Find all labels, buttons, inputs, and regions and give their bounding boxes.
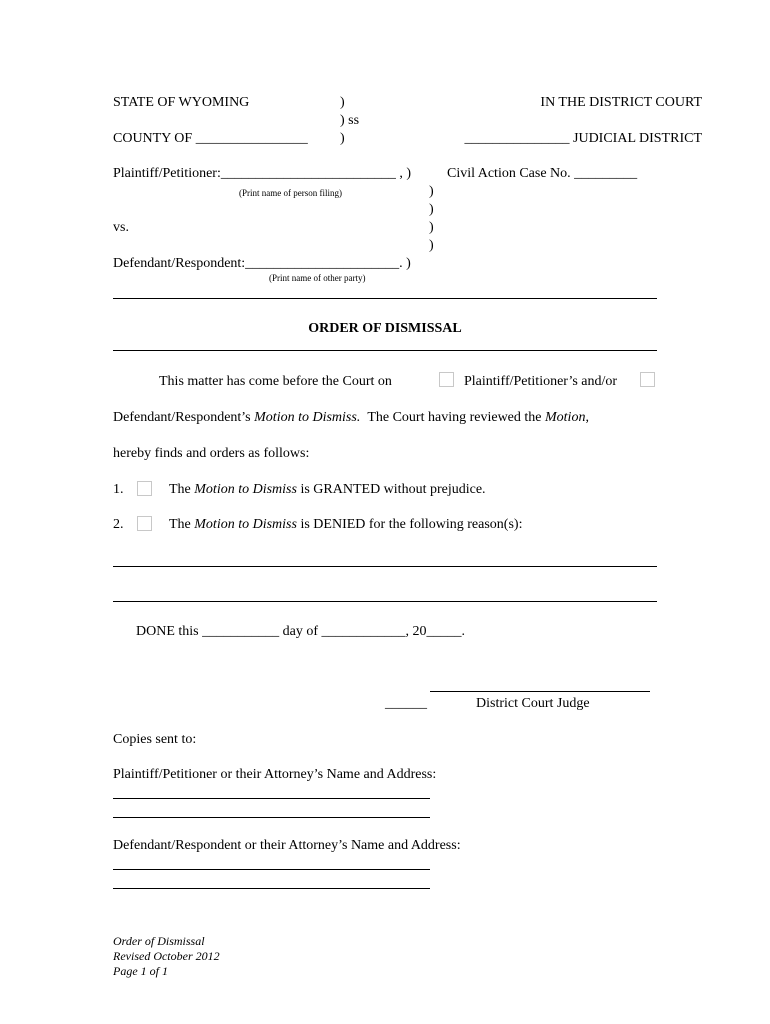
text-segment: , [585,410,589,425]
done-date-line[interactable]: DONE this ___________ day of ____________, 20_____. [136,624,465,639]
text-segment: The [169,482,191,497]
court-label: IN THE DISTRICT COURT [540,95,702,110]
plaintiff-hint: (Print name of person filing) [239,188,342,198]
defendant-address-line[interactable] [113,888,430,889]
judicial-district-field[interactable]: _______________ JUDICIAL DISTRICT [464,131,702,146]
plaintiff-field[interactable]: Plaintiff/Petitioner:_________________________ , ) [113,166,412,181]
signature-blank[interactable]: ______ [385,696,427,711]
intro-text-party: Plaintiff/Petitioner’s and/or [464,374,618,389]
caption-paren: ) [340,95,345,110]
footer-page: Page 1 of 1 [113,964,168,978]
defendant-address-line[interactable] [113,869,430,870]
reason-line[interactable] [113,566,657,567]
body-line-2 [113,410,589,426]
motion-italic: Motion to Dismiss [194,482,297,497]
body-line-3: hereby finds and orders as follows: [113,446,310,461]
defendant-address-label: Defendant/Respondent or their Attorney’s Name and Address: [113,838,461,853]
motion-italic: Motion to Dismiss. [254,410,361,425]
motion-italic: Motion to Dismiss [194,517,297,532]
granted-checkbox[interactable] [137,481,152,496]
signature-label: District Court Judge [476,696,590,711]
copies-heading: Copies sent to: [113,732,197,747]
vs-label: vs. [113,220,129,235]
divider [113,350,657,351]
plaintiff-address-line[interactable] [113,798,430,799]
county-field[interactable]: COUNTY OF ________________ [113,131,308,146]
text-segment: is DENIED for the following reason(s): [300,517,523,532]
plaintiff-address-label: Plaintiff/Petitioner or their Attorney’s Name and Address: [113,767,437,782]
text-segment: is GRANTED without prejudice. [300,482,486,497]
defendant-hint: (Print name of other party) [269,273,366,283]
case-number-field[interactable]: Civil Action Case No. _________ [447,166,638,181]
text-segment: The [169,517,191,532]
state-label: STATE OF WYOMING [113,95,250,110]
footer-revision: Revised October 2012 [113,949,220,963]
text-segment: Defendant/Respondent’s [113,410,251,425]
divider [113,298,657,299]
footer-title: Order of Dismissal [113,934,205,948]
item-2-text [169,517,522,533]
reason-line[interactable] [113,601,657,602]
item-1-text [169,482,486,498]
defendant-motion-checkbox[interactable] [640,372,655,387]
caption-paren: ) [429,202,434,217]
denied-checkbox[interactable] [137,516,152,531]
signature-line[interactable] [430,691,650,692]
caption-paren: ) [429,238,434,253]
plaintiff-motion-checkbox[interactable] [439,372,454,387]
item-number: 1. [113,482,124,497]
caption-paren: ) [340,131,345,146]
caption-ss: ) ss [340,113,360,128]
plaintiff-address-line[interactable] [113,817,430,818]
caption-paren: ) [429,184,434,199]
caption-paren: ) [429,220,434,235]
motion-italic: Motion [545,410,586,425]
defendant-field[interactable]: Defendant/Respondent:______________________. ) [113,256,411,271]
intro-text: This matter has come before the Court on [159,374,392,389]
text-segment: The Court having reviewed the [367,410,542,425]
item-number: 2. [113,517,124,532]
document-title: ORDER OF DISMISSAL [308,321,462,336]
